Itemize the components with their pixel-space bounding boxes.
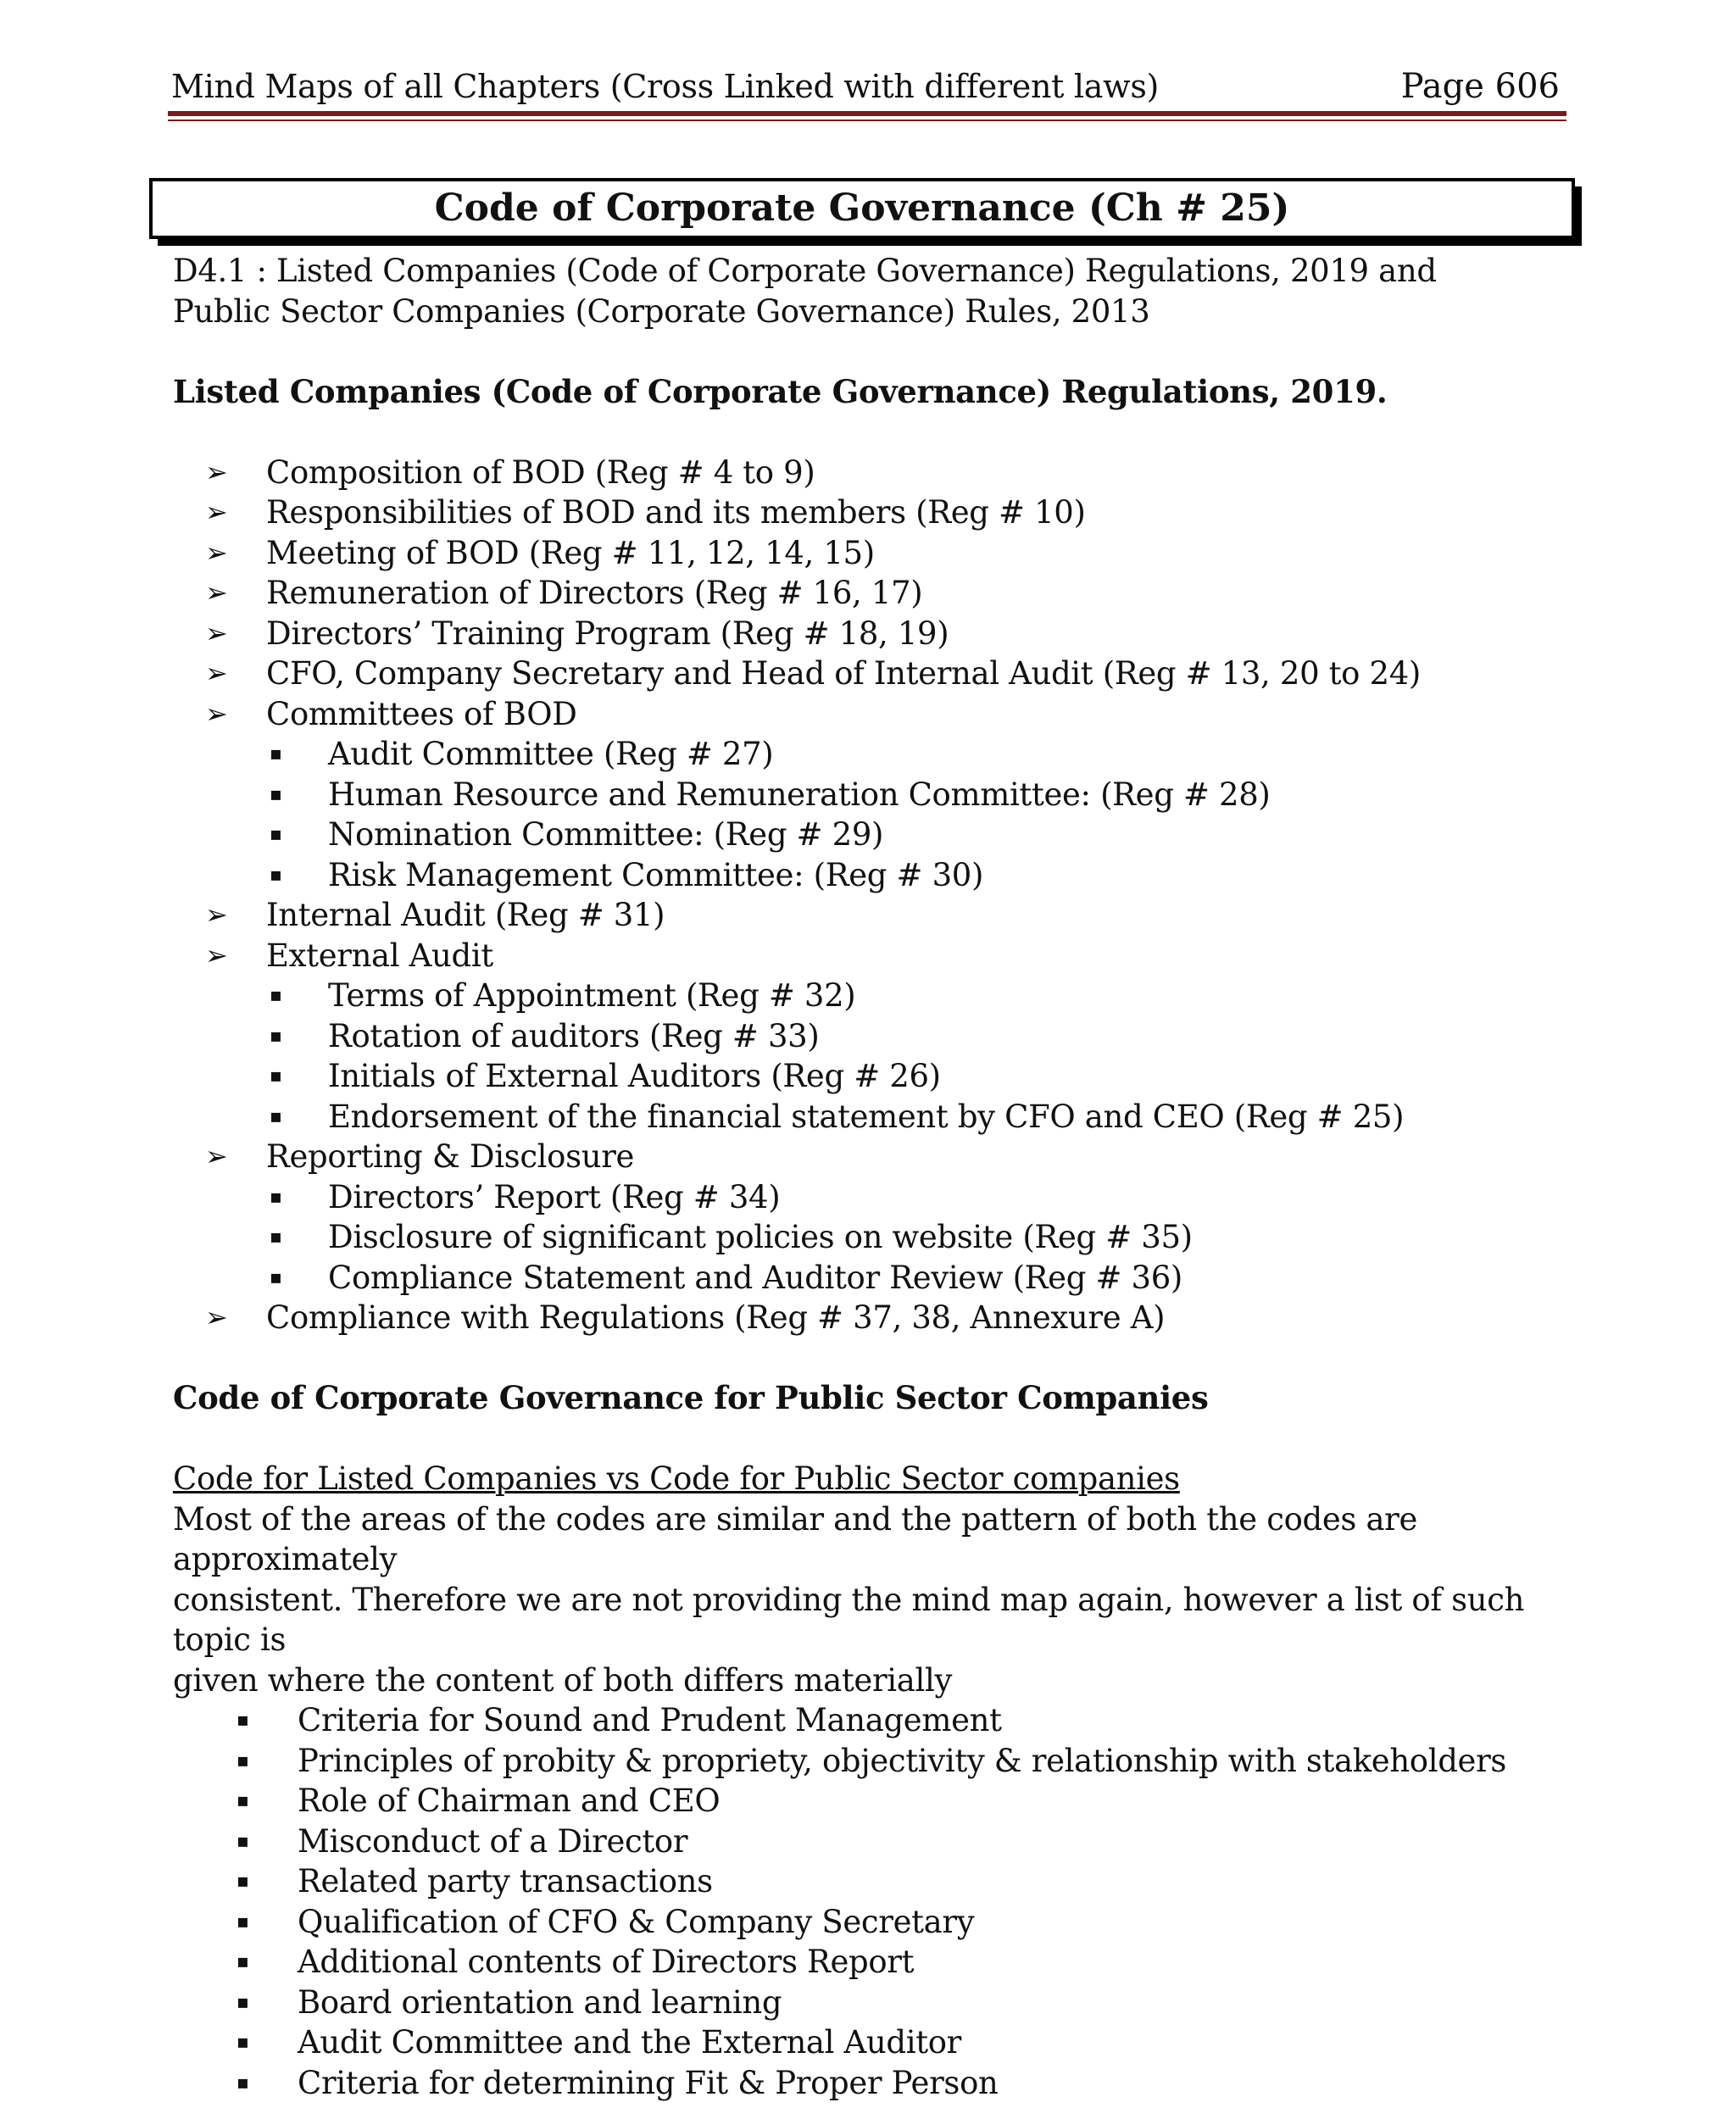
list-item-text: Human Resource and Remuneration Committee: (Reg # 28) — [328, 776, 1271, 813]
list-item-text: Compliance Statement and Auditor Review (Reg # 36) — [328, 1259, 1183, 1296]
square-bullet-icon: ▪ — [270, 1105, 282, 1127]
square-bullet-icon: ▪ — [270, 1186, 282, 1208]
list-item — [173, 1781, 1563, 1822]
arrow-bullet-icon: ➢ — [205, 697, 228, 730]
header-running-title: Mind Maps of all Chapters (Cross Linked with different laws) — [171, 68, 1160, 105]
list-item — [173, 2022, 1563, 2063]
square-bullet-icon: ▪ — [236, 1951, 249, 1972]
list-item-text: Principles of probity & propriety, objectivity & relationship with stakeholders — [298, 1742, 1507, 1779]
list-item-text: Board orientation and learning — [298, 1983, 782, 2021]
list-item-text: Responsibilities of BOD and its members (Reg # 10) — [266, 494, 1086, 531]
list-item — [173, 1822, 1563, 1862]
arrow-bullet-icon: ➢ — [205, 938, 228, 971]
list-item-text: Directors’ Training Program (Reg # 18, 19) — [266, 615, 949, 652]
header-rule-thin — [168, 120, 1566, 121]
square-bullet-icon: ▪ — [270, 783, 282, 805]
list-item — [173, 1741, 1563, 1782]
square-bullet-icon: ▪ — [270, 743, 282, 765]
list-item-text: Criteria for Sound and Prudent Management — [298, 1702, 1002, 1738]
list-item — [173, 453, 1563, 493]
page-number: Page 606 — [1400, 67, 1560, 106]
list-item-text: Audit Committee and the External Auditor — [298, 2024, 961, 2061]
list-item — [173, 1983, 1563, 2023]
square-bullet-icon: ▪ — [236, 1710, 249, 1731]
section-heading-listed: Listed Companies (Code of Corporate Governance) Regulations, 2019. — [173, 372, 1388, 410]
list-item-text: External Audit — [266, 937, 493, 974]
list-item-text: Qualification of CFO & Company Secretary — [298, 1903, 975, 1940]
list-item — [173, 614, 1563, 654]
sub-list-item — [173, 1258, 1563, 1299]
list-item-text: Criteria for determining Fit & Proper Person — [298, 2064, 999, 2101]
square-bullet-icon: ▪ — [236, 1911, 249, 1933]
sub-list-item — [173, 855, 1563, 896]
square-bullet-icon: ▪ — [270, 864, 282, 886]
list-item — [173, 1942, 1563, 1983]
sub-list-item — [173, 1217, 1563, 1258]
list-item — [173, 936, 1563, 976]
intro-line-2: Public Sector Companies (Corporate Governance) Rules, 2013 — [173, 292, 1150, 330]
spacer — [173, 1338, 1563, 1379]
square-bullet-icon: ▪ — [236, 2072, 249, 2094]
square-bullet-icon: ▪ — [236, 1991, 249, 2013]
arrow-bullet-icon: ➢ — [205, 455, 228, 488]
square-bullet-icon: ▪ — [270, 1065, 282, 1087]
sub-list-item — [173, 1177, 1563, 1218]
list-item-text: Compliance with Regulations (Reg # 37, 38, Annexure A) — [266, 1299, 1166, 1336]
square-bullet-icon: ▪ — [236, 1830, 249, 1852]
header-rule-thick — [168, 111, 1566, 116]
regulations-list — [173, 453, 1563, 1338]
sub-list-item — [173, 775, 1563, 815]
list-item-text: CFO, Company Secretary and Head of Internal Audit (Reg # 13, 20 to 24) — [266, 655, 1421, 692]
page-header — [171, 61, 1560, 112]
square-bullet-icon: ▪ — [236, 1871, 249, 1892]
sub-list-item — [173, 976, 1563, 1016]
list-item — [173, 1700, 1563, 1741]
square-bullet-icon: ▪ — [236, 2032, 249, 2053]
comparison-subheading: Code for Listed Companies vs Code for Public Sector companies — [173, 1460, 1180, 1497]
list-item — [173, 1298, 1563, 1338]
square-bullet-icon: ▪ — [270, 1266, 282, 1288]
list-item-text: Related party transactions — [298, 1863, 713, 1899]
arrow-bullet-icon: ➢ — [205, 657, 228, 689]
list-item-text: Committees of BOD — [266, 695, 577, 732]
page-content — [173, 251, 1563, 2103]
list-item-text: Terms of Appointment (Reg # 32) — [328, 977, 856, 1014]
section-heading-public: Code of Corporate Governance for Public Sector Companies — [173, 1379, 1209, 1416]
list-item-text: Audit Committee (Reg # 27) — [328, 736, 774, 772]
list-item — [173, 533, 1563, 574]
arrow-bullet-icon: ➢ — [205, 1140, 228, 1172]
sub-list-item — [173, 1056, 1563, 1097]
differences-list — [173, 1700, 1563, 2103]
list-item-text: Risk Management Committee: (Reg # 30) — [328, 856, 984, 893]
chapter-title: Code of Corporate Governance (Ch # 25) — [434, 186, 1290, 230]
list-item — [173, 492, 1563, 533]
list-item-text: Misconduct of a Director — [298, 1822, 688, 1860]
chapter-title-box — [149, 178, 1575, 239]
arrow-bullet-icon: ➢ — [205, 496, 228, 528]
list-item-text: Meeting of BOD (Reg # 11, 12, 14, 15) — [266, 534, 875, 571]
list-item — [173, 1137, 1563, 1177]
square-bullet-icon: ▪ — [236, 1749, 249, 1771]
comparison-paragraph-line-1: Most of the areas of the codes are similar and the pattern of both the codes are approximately — [173, 1500, 1418, 1577]
comparison-paragraph-line-3: given where the content of both differs materially — [173, 1661, 953, 1699]
list-item-text: Role of Chairman and CEO — [298, 1783, 721, 1819]
arrow-bullet-icon: ➢ — [205, 898, 228, 931]
list-item-text: Directors’ Report (Reg # 34) — [328, 1178, 781, 1215]
list-item — [173, 2063, 1563, 2104]
square-bullet-icon: ▪ — [270, 985, 282, 1006]
list-item-text: Internal Audit (Reg # 31) — [266, 897, 665, 933]
sub-list-item — [173, 1016, 1563, 1057]
list-item — [173, 654, 1563, 694]
list-item — [173, 895, 1563, 936]
list-item-text: Composition of BOD (Reg # 4 to 9) — [266, 453, 815, 491]
sub-list-item — [173, 1097, 1563, 1137]
sub-list-item — [173, 734, 1563, 775]
list-item — [173, 1902, 1563, 1943]
list-item-text: Additional contents of Directors Report — [298, 1944, 915, 1980]
list-item — [173, 1861, 1563, 1902]
list-item-text: Initials of External Auditors (Reg # 26) — [328, 1058, 941, 1094]
square-bullet-icon: ▪ — [236, 1790, 249, 1811]
spacer — [173, 1419, 1563, 1460]
list-item-text: Disclosure of significant policies on website (Reg # 35) — [328, 1219, 1193, 1255]
list-item-text: Remuneration of Directors (Reg # 16, 17) — [266, 575, 923, 611]
list-item-text: Rotation of auditors (Reg # 33) — [328, 1017, 820, 1054]
spacer — [173, 412, 1563, 453]
square-bullet-icon: ▪ — [270, 824, 282, 845]
square-bullet-icon: ▪ — [270, 1025, 282, 1047]
list-item-text: Nomination Committee: (Reg # 29) — [328, 816, 884, 853]
list-item-text: Reporting & Disclosure — [266, 1138, 635, 1175]
spacer — [173, 331, 1563, 372]
arrow-bullet-icon: ➢ — [205, 616, 228, 649]
list-item-text: Endorsement of the financial statement by CFO and CEO (Reg # 25) — [328, 1098, 1405, 1135]
square-bullet-icon: ▪ — [270, 1226, 282, 1248]
arrow-bullet-icon: ➢ — [205, 576, 228, 609]
arrow-bullet-icon: ➢ — [205, 536, 228, 569]
list-item — [173, 694, 1563, 735]
comparison-paragraph-line-2: consistent. Therefore we are not providing the mind map again, however a list of such topic is — [173, 1581, 1525, 1658]
intro-line-1: D4.1 : Listed Companies (Code of Corporate Governance) Regulations, 2019 and — [173, 253, 1437, 289]
list-item — [173, 573, 1563, 614]
arrow-bullet-icon: ➢ — [205, 1301, 228, 1333]
sub-list-item — [173, 815, 1563, 855]
